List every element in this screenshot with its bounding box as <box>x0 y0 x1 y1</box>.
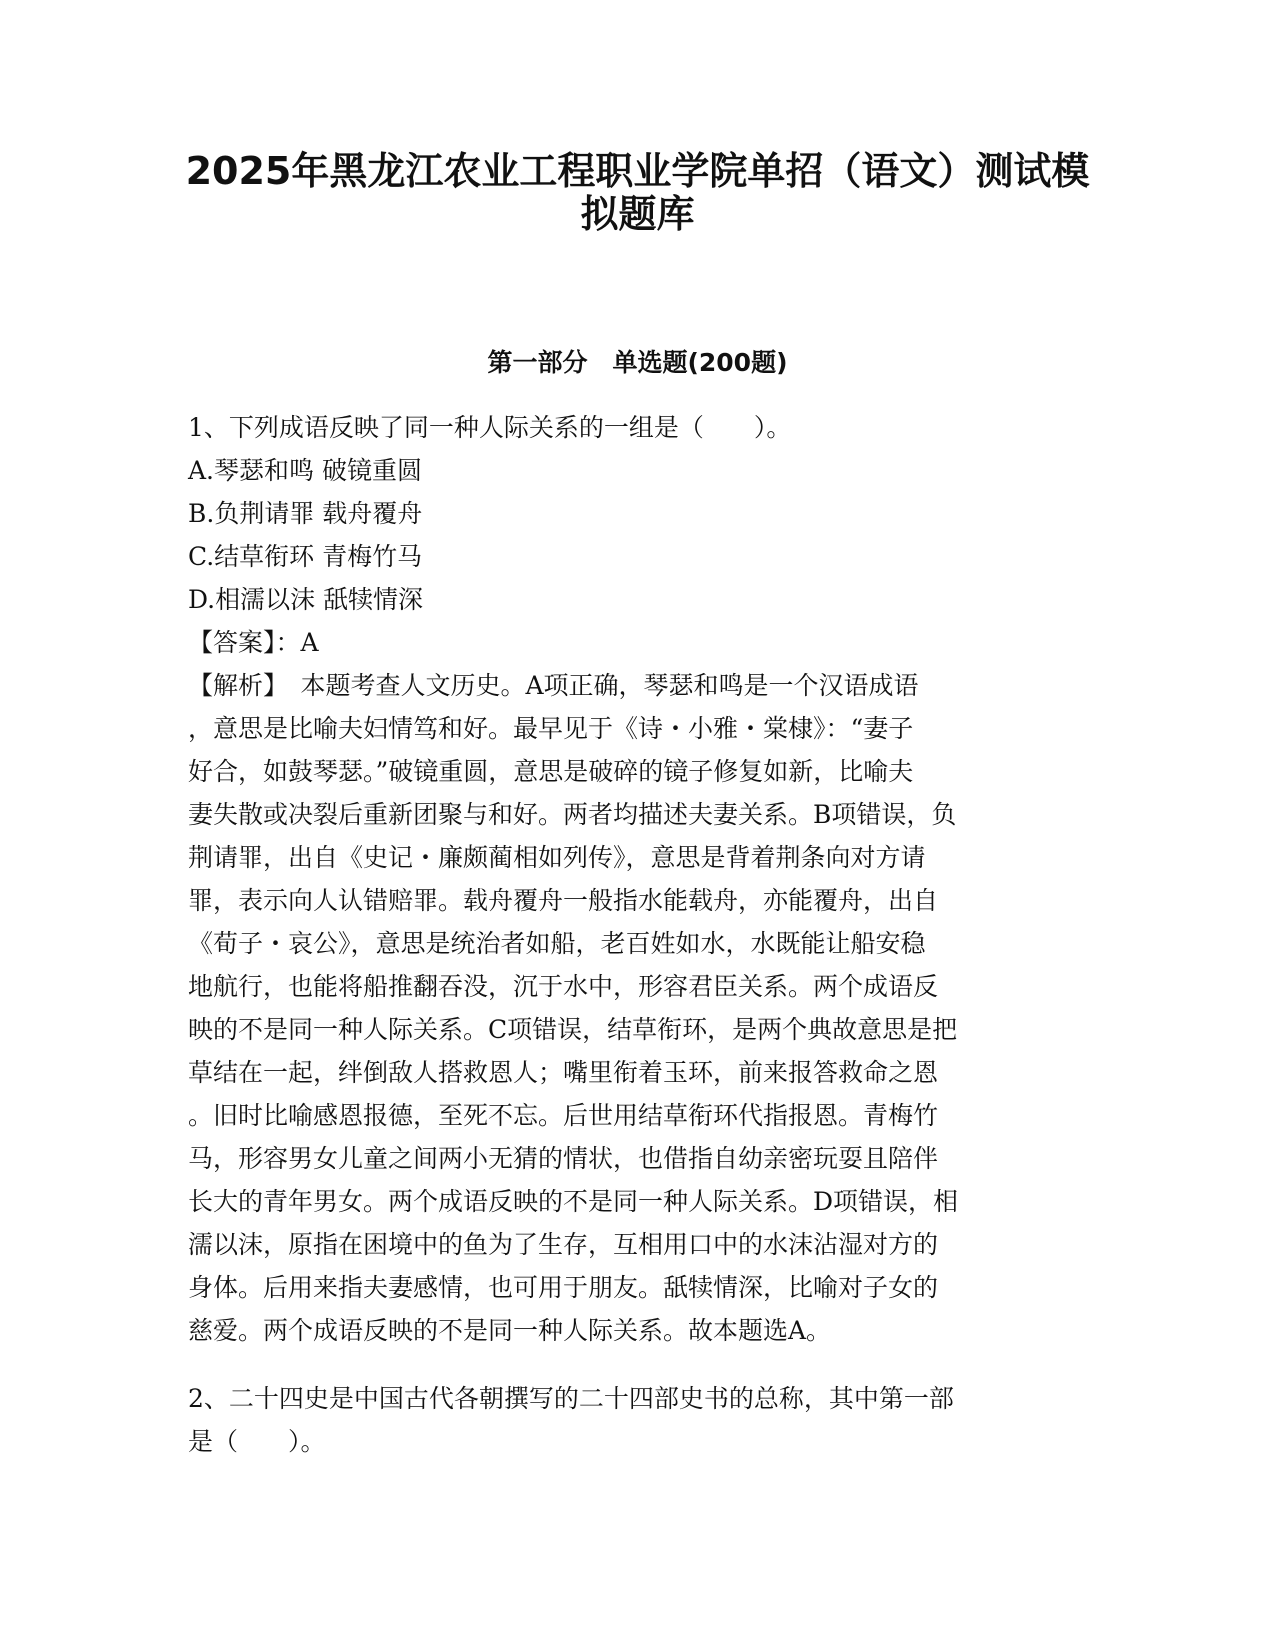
question-1-answer: 【答案】：A <box>188 628 319 657</box>
analysis-line: 罪，表示向人认错赔罪。载舟覆舟一般指水能载舟，亦能覆舟，出自 <box>188 886 939 915</box>
analysis-line: 濡以沫，原指在困境中的鱼为了生存，互相用口中的水沫沾湿对方的 <box>188 1230 939 1259</box>
question-1 <box>188 406 1090 1352</box>
analysis-line: 长大的青年男女。两个成语反映的不是同一种人际关系。D项错误，相 <box>188 1187 959 1216</box>
question-1-option-c: C.结草衔环 青梅竹马 <box>188 542 423 571</box>
question-1-option-a: A.琴瑟和鸣 破镜重圆 <box>188 456 422 485</box>
analysis-line: 。旧时比喻感恩报德，至死不忘。后世用结草衔环代指报恩。青梅竹 <box>188 1101 939 1130</box>
analysis-line: 地航行，也能将船推翻吞没，沉于水中，形容君臣关系。两个成语反 <box>188 972 939 1001</box>
analysis-line: 映的不是同一种人际关系。C项错误，结草衔环，是两个典故意思是把 <box>188 1015 958 1044</box>
analysis-line: 好合，如鼓琴瑟。”破镜重圆，意思是破碎的镜子修复如新，比喻夫 <box>188 757 914 786</box>
analysis-line: 荆请罪，出自《史记・廉颇蔺相如列传》，意思是背着荆条向对方请 <box>188 843 926 872</box>
question-1-stem: 1、下列成语反映了同一种人际关系的一组是（ ）。 <box>188 413 792 442</box>
analysis-line: 马，形容男女儿童之间两小无猜的情状，也借指自幼亲密玩耍且陪伴 <box>188 1144 939 1173</box>
question-2-stem-line-1: 2、二十四史是中国古代各朝撰写的二十四部史书的总称，其中第一部 <box>188 1384 954 1413</box>
analysis-line: 草结在一起，绊倒敌人搭救恩人；嘴里衔着玉环，前来报答救命之恩 <box>188 1058 939 1087</box>
question-1-analysis <box>188 664 1090 1352</box>
section-heading: 第一部分 单选题(200题) <box>487 348 788 377</box>
document-title <box>150 150 1125 236</box>
question-2-stem-line-2: 是（ ）。 <box>188 1427 326 1456</box>
analysis-line: ，意思是比喻夫妇情笃和好。最早见于《诗・小雅・棠棣》：“妻子 <box>188 714 914 743</box>
analysis-line: 《荀子・哀公》，意思是统治者如船，老百姓如水，水既能让船安稳 <box>188 929 926 958</box>
analysis-line: 身体。后用来指夫妻感情，也可用于朋友。舐犊情深，比喻对子女的 <box>188 1273 939 1302</box>
document-title-line-2: 拟题库 <box>580 192 695 236</box>
analysis-line: 妻失散或决裂后重新团聚与和好。两者均描述夫妻关系。B项错误，负 <box>188 800 957 829</box>
document-title-line-1: 2025年黑龙江农业工程职业学院单招（语文）测试模 <box>185 149 1090 193</box>
analysis-line: 慈爱。两个成语反映的不是同一种人际关系。故本题选A。 <box>188 1316 832 1345</box>
question-2 <box>188 1377 1090 1463</box>
question-1-option-d: D.相濡以沫 舐犊情深 <box>188 585 424 614</box>
analysis-line: 【解析】 本题考查人文历史。A项正确，琴瑟和鸣是一个汉语成语 <box>188 671 919 700</box>
question-1-option-b: B.负荆请罪 载舟覆舟 <box>188 499 423 528</box>
